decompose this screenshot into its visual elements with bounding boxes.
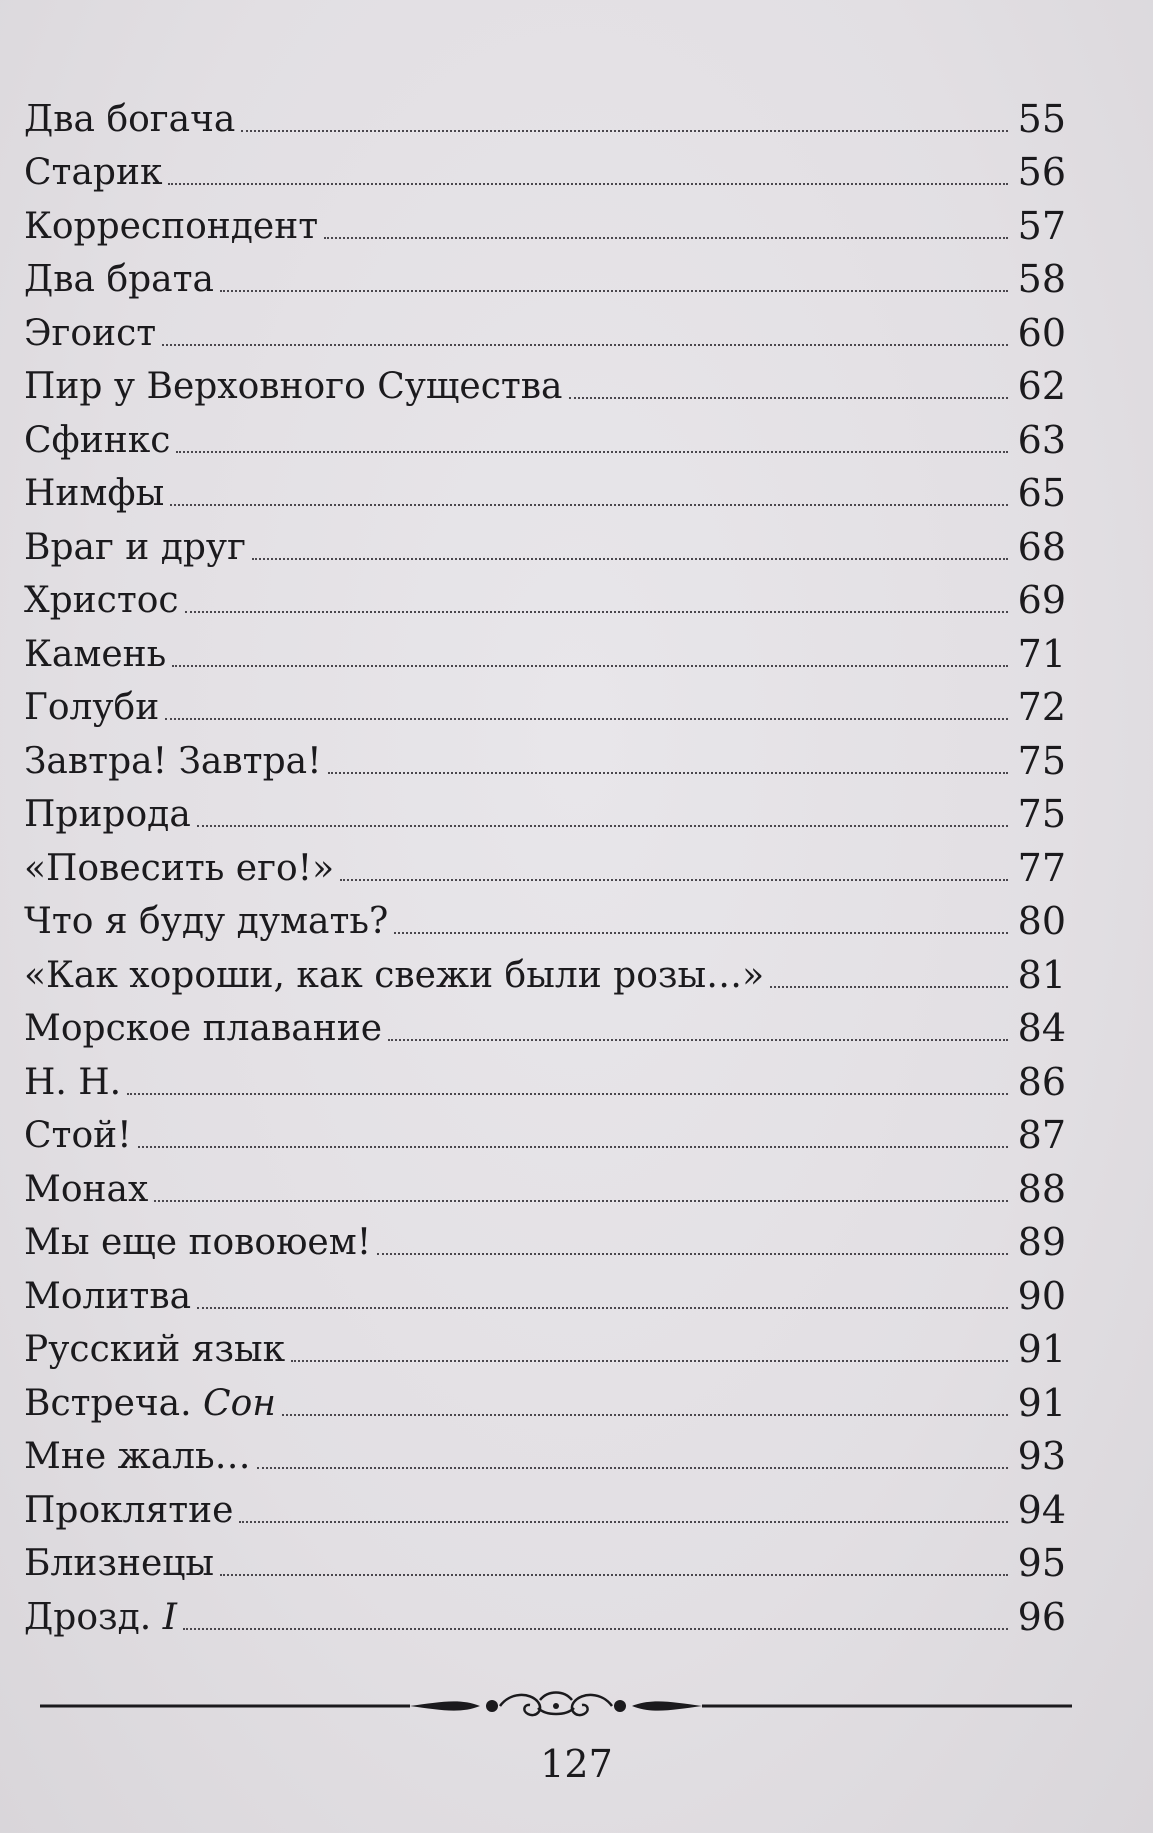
- toc-entry-page-number: 80: [1017, 899, 1066, 943]
- toc-entry-title-text: Мы еще повоюем!: [24, 1222, 372, 1263]
- toc-dot-leader: [340, 879, 1008, 881]
- toc-entry-title-italic: I: [162, 1596, 177, 1638]
- toc-entry-page-number: 87: [1017, 1113, 1066, 1157]
- toc-entry-page-number: 84: [1017, 1006, 1066, 1050]
- toc-dot-leader: [165, 718, 1008, 720]
- toc-entry-title-text: Сфинкс: [24, 419, 171, 461]
- toc-entry: [24, 245, 1066, 299]
- page-number: 127: [540, 1742, 613, 1786]
- toc-entry-page-number: 86: [1017, 1059, 1066, 1104]
- toc-entry: [24, 726, 1066, 783]
- toc-entry: [24, 1475, 1066, 1532]
- toc-entry-page-number: 62: [1017, 364, 1066, 408]
- toc-entry-title-text: Встреча.: [24, 1382, 204, 1424]
- toc-entry-page-number: 65: [1017, 471, 1066, 515]
- toc-entry-page-number: 89: [1017, 1220, 1066, 1264]
- toc-dot-leader: [127, 1093, 1008, 1095]
- toc-entry-title-text: Стой!: [24, 1115, 132, 1156]
- toc-entry-title: [24, 1596, 177, 1638]
- toc-entry: [24, 138, 1066, 192]
- toc-entry: [24, 1368, 1066, 1425]
- toc-entry-title-text: Нимфы: [24, 473, 165, 514]
- toc-entry-title: [24, 1436, 251, 1477]
- toc-entry-title: [24, 1543, 215, 1584]
- toc-entry-page-number: 69: [1017, 578, 1066, 622]
- toc-entry-title-text: Морское плавание: [24, 1008, 383, 1049]
- toc-dot-leader: [170, 504, 1008, 506]
- toc-entry-title-text: Голуби: [24, 687, 160, 728]
- toc-entry: [24, 1261, 1066, 1318]
- toc-dot-leader: [328, 772, 1008, 774]
- toc-dot-leader: [197, 1307, 1008, 1309]
- toc-entry: [24, 298, 1066, 355]
- toc-entry-title-text: Близнецы: [24, 1543, 215, 1584]
- toc-entry-title: [24, 901, 389, 942]
- toc-entry-title: [24, 1115, 132, 1156]
- toc-entry-page-number: 81: [1017, 952, 1066, 997]
- toc-dot-leader: [185, 611, 1008, 613]
- toc-entry-title-text: Н. Н.: [24, 1061, 122, 1103]
- toc-entry: [24, 84, 1066, 141]
- toc-dot-leader: [377, 1253, 1008, 1255]
- toc-entry-title: [24, 312, 157, 354]
- toc-dot-leader: [168, 183, 1008, 185]
- toc-dot-leader: [257, 1467, 1008, 1469]
- toc-entry-page-number: 88: [1017, 1166, 1066, 1211]
- toc-entry-title-text: Камень: [24, 633, 167, 675]
- toc-dot-leader: [197, 825, 1008, 827]
- toc-entry-title: [24, 259, 215, 300]
- toc-entry: [24, 1582, 1066, 1639]
- toc-entry: [24, 1315, 1066, 1369]
- toc-dot-leader: [138, 1146, 1008, 1148]
- toc-entry-page-number: 58: [1017, 257, 1066, 301]
- toc-entry-title: [24, 473, 165, 514]
- toc-entry: [24, 940, 1066, 997]
- toc-entry: [24, 512, 1066, 569]
- toc-entry-title: [24, 205, 319, 247]
- toc-dot-leader: [569, 397, 1008, 399]
- toc-entry-title-text: Молитва: [24, 1275, 192, 1317]
- toc-entry-title: [24, 1489, 234, 1531]
- toc-dot-leader: [282, 1414, 1008, 1416]
- toc-entry-title-text: Старик: [24, 152, 163, 193]
- toc-entry-page-number: 91: [1017, 1380, 1066, 1425]
- toc-entry: [24, 1208, 1066, 1262]
- toc-entry: [24, 1154, 1066, 1211]
- toc-entry-page-number: 72: [1017, 685, 1066, 729]
- toc-entry-title-text: Христос: [24, 580, 179, 621]
- toc-entry-title: [24, 633, 167, 675]
- toc-entry-title-text: Два богача: [24, 98, 236, 140]
- toc-entry-title-text: Русский язык: [24, 1329, 286, 1370]
- toc-entry-title: [24, 1008, 383, 1049]
- toc-entry: [24, 352, 1066, 406]
- toc-entry: [24, 191, 1066, 248]
- toc-entry-title: [24, 847, 335, 889]
- toc-entry-title-text: Мне жаль…: [24, 1436, 251, 1477]
- toc-entry-title: [24, 1061, 122, 1103]
- toc-entry-title-text: Монах: [24, 1168, 149, 1210]
- toc-entry-title: [24, 794, 191, 835]
- toc-entry-title-italic: Сон: [203, 1382, 276, 1424]
- toc-entry-page-number: 77: [1017, 845, 1066, 890]
- toc-entry-title: [24, 366, 563, 407]
- toc-entry-title: [24, 580, 179, 621]
- toc-entry: [24, 887, 1066, 941]
- toc-dot-leader: [241, 130, 1008, 132]
- toc-entry: [24, 566, 1066, 620]
- toc-entry-title-text: Дрозд.: [24, 1596, 163, 1638]
- toc-dot-leader: [770, 986, 1008, 988]
- toc-entry-title: [24, 954, 765, 996]
- toc-entry-page-number: 91: [1017, 1327, 1066, 1371]
- toc-dot-leader: [324, 237, 1008, 239]
- toc-entry-title-text: Эгоист: [24, 312, 157, 354]
- toc-entry-page-number: 75: [1017, 738, 1066, 783]
- toc-dot-leader: [172, 665, 1008, 667]
- toc-entry-page-number: 57: [1017, 203, 1066, 248]
- table-of-contents: [24, 84, 1066, 1639]
- toc-entry: [24, 833, 1066, 890]
- toc-entry-page-number: 55: [1017, 96, 1066, 141]
- toc-entry-page-number: 68: [1017, 524, 1066, 569]
- toc-entry-page-number: 95: [1017, 1541, 1066, 1585]
- toc-entry-title-text: Пир у Верховного Существа: [24, 366, 563, 407]
- toc-entry-title: [24, 419, 171, 461]
- toc-entry-title-text: Природа: [24, 794, 191, 835]
- toc-entry-page-number: 94: [1017, 1487, 1066, 1532]
- toc-entry: [24, 405, 1066, 462]
- toc-entry-title-text: «Как хороши, как свежи были розы…»: [24, 954, 765, 996]
- toc-entry-title: [24, 1382, 276, 1424]
- toc-entry: [24, 994, 1066, 1048]
- toc-dot-leader: [176, 451, 1008, 453]
- toc-entry-title-text: «Повесить его!»: [24, 847, 335, 889]
- toc-entry: [24, 1047, 1066, 1104]
- toc-entry-page-number: 71: [1017, 631, 1066, 676]
- toc-dot-leader: [154, 1200, 1008, 1202]
- toc-entry: [24, 1101, 1066, 1155]
- toc-entry: [24, 619, 1066, 676]
- toc-entry-title-text: Корреспондент: [24, 205, 319, 247]
- toc-dot-leader: [220, 290, 1008, 292]
- toc-entry-title-text: Враг и друг: [24, 526, 246, 568]
- toc-entry: [24, 780, 1066, 834]
- toc-dot-leader: [394, 932, 1008, 934]
- decorative-divider-ornament: [40, 1686, 1072, 1726]
- toc-entry: [24, 459, 1066, 513]
- toc-entry-title: [24, 152, 163, 193]
- toc-entry-page-number: 96: [1017, 1594, 1066, 1639]
- toc-entry-title: [24, 98, 236, 140]
- toc-entry-title-text: Завтра! Завтра!: [24, 740, 322, 782]
- toc-entry-page-number: 75: [1017, 792, 1066, 836]
- toc-entry-title-text: Два брата: [24, 259, 215, 300]
- toc-dot-leader: [291, 1360, 1008, 1362]
- toc-entry-page-number: 60: [1017, 310, 1066, 355]
- toc-entry-title: [24, 1222, 372, 1263]
- toc-entry: [24, 673, 1066, 727]
- toc-entry-title: [24, 740, 322, 782]
- toc-entry-page-number: 56: [1017, 150, 1066, 194]
- toc-dot-leader: [162, 344, 1008, 346]
- toc-dot-leader: [220, 1574, 1008, 1576]
- toc-dot-leader: [252, 558, 1008, 560]
- toc-entry-page-number: 93: [1017, 1434, 1066, 1478]
- toc-entry: [24, 1529, 1066, 1583]
- toc-dot-leader: [183, 1628, 1008, 1630]
- toc-entry: [24, 1422, 1066, 1476]
- toc-entry-title: [24, 1168, 149, 1210]
- toc-entry-title: [24, 687, 160, 728]
- toc-entry-title: [24, 1329, 286, 1370]
- toc-entry-title-text: Что я буду думать?: [24, 901, 389, 942]
- toc-entry-title: [24, 1275, 192, 1317]
- toc-dot-leader: [388, 1039, 1008, 1041]
- toc-entry-title: [24, 526, 246, 568]
- toc-entry-page-number: 90: [1017, 1273, 1066, 1318]
- toc-dot-leader: [239, 1521, 1008, 1523]
- toc-entry-title-text: Проклятие: [24, 1489, 234, 1531]
- toc-entry-page-number: 63: [1017, 417, 1066, 462]
